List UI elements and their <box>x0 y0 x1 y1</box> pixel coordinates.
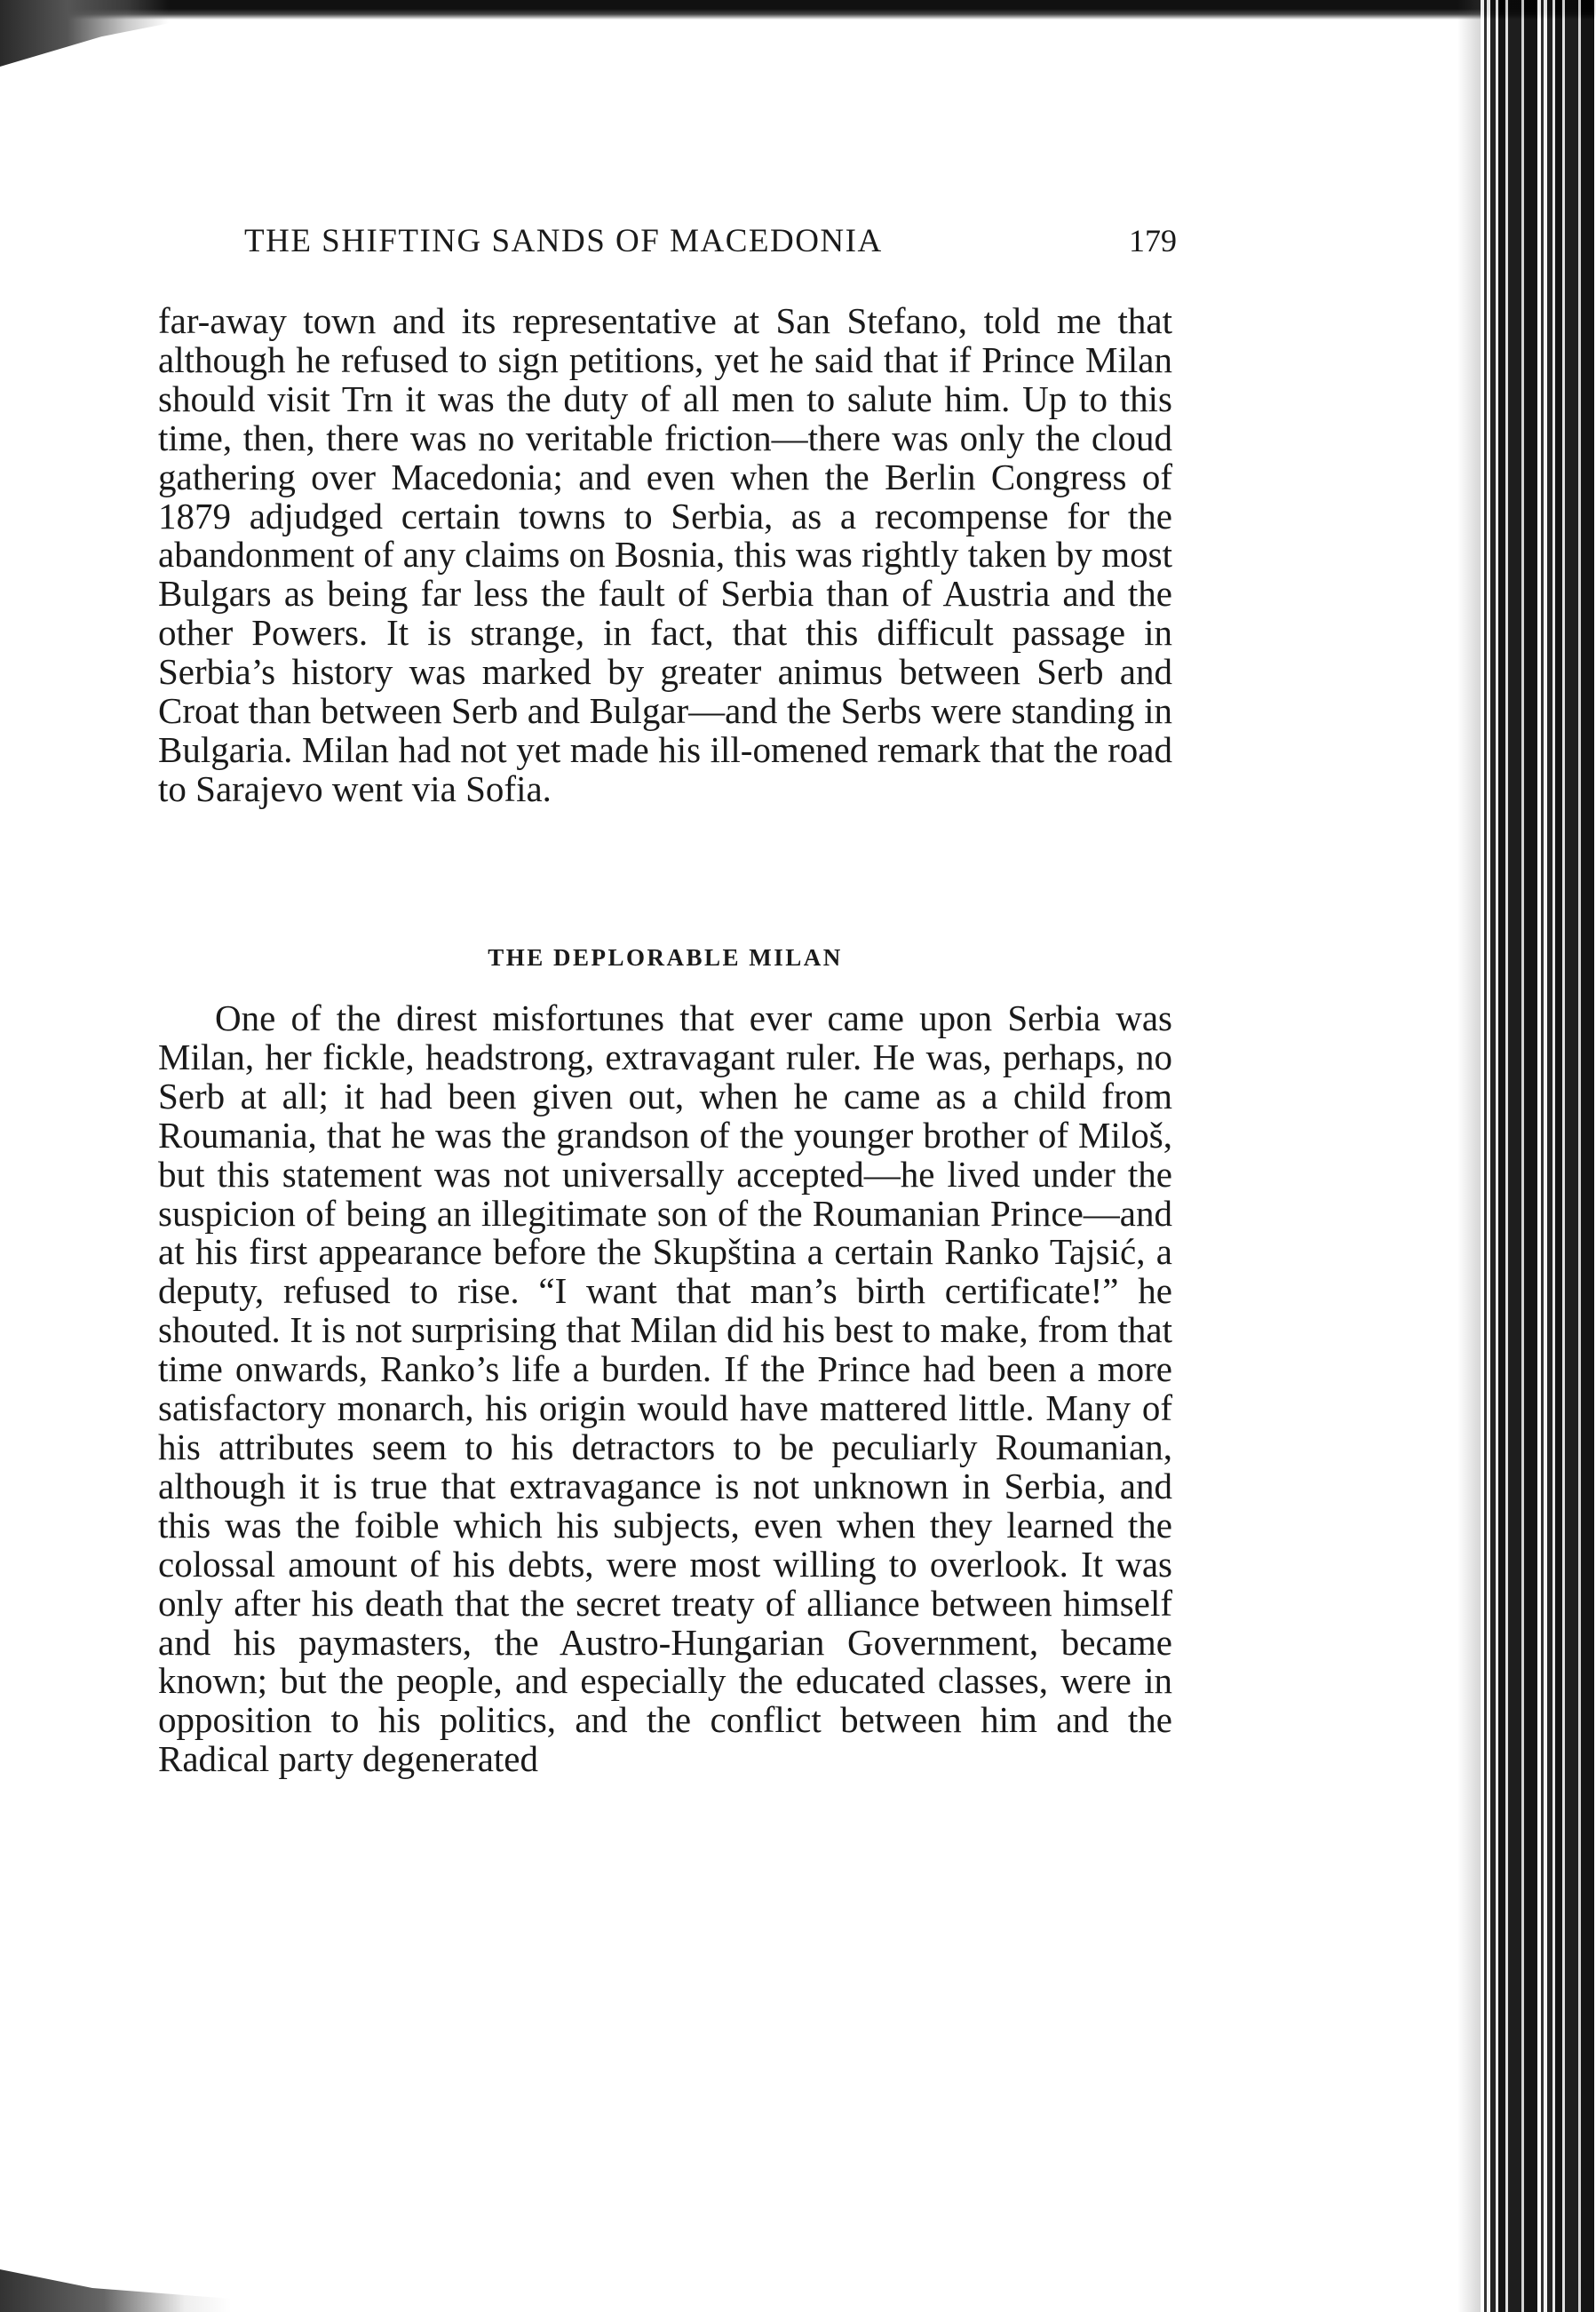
scan-top-edge <box>0 0 1596 20</box>
page-gutter-shadow <box>1457 0 1481 2312</box>
running-title: THE SHIFTING SANDS OF MACEDONIA <box>244 223 883 259</box>
scan-bottom-corner-shadow <box>0 2259 231 2312</box>
scan-corner-shadow <box>0 0 169 67</box>
running-header <box>244 222 1177 275</box>
section-heading: THE DEPLORABLE MILAN <box>488 944 843 971</box>
body-paragraph-1: far-away town and its representative at San Stefano, told me that although he refused to sign petitions, yet he said that if Prince Milan should visit Trn it was the duty of all men to salute him. Up to this time, then, there was no veritable friction—there was only the cloud gathering over Macedonia; and even when the Berlin Congress of 1879 adjudged certain towns to Serbia, as a recompense for the abandonment of any claims on Bosnia, this was rightly taken by most Bulgars as being far less the fault of Serbia than of Austria and the other Powers. It is strange, in fact, that this difficult passage in Serbia’s history was marked by greater animus between Serb and Croat than between Serb and Bulgar—and the Serbs were standing in Bulgaria. Milan had not yet made his ill-omened remark that the road to Sarajevo went via Sofia. <box>158 300 1172 809</box>
body-paragraph-2: One of the direst misfortunes that ever came upon Serbia was Milan, her fickle, headstrong, extravagant ruler. He was, perhaps, no Serb at all; it had been given out, when he came as a child from Roumania, that he was the grandson of the younger brother of Miloš, but this statement was not universally accepted—he lived under the suspicion of being an illegitimate son of the Roumanian Prince—and at his first appearance before the Skupština a certain Ranko Tajsić, a deputy, refused to rise. “I want that man’s birth certificate!” he shouted. It is not surprising that Milan did his best to make, from that time onwards, Ranko’s life a burden. If the Prince had been a more satisfactory monarch, his origin would have mattered little. Many of his attributes seem to his detractors to be peculiarly Roumanian, although it is true that extravagance is not unknown in Serbia, and this was the foible which his subjects, even when they learned the colossal amount of his debts, were most willing to overlook. It was only after his death that the secret treaty of alliance between himself and his paymasters, the Austro-Hungarian Government, became known; but the people, and especially the educated classes, were in opposition to his politics, and the conflict between him and the Radical party degenerated <box>158 997 1172 1780</box>
page-number: 179 <box>1129 223 1177 258</box>
book-page-edges <box>1481 0 1596 2312</box>
